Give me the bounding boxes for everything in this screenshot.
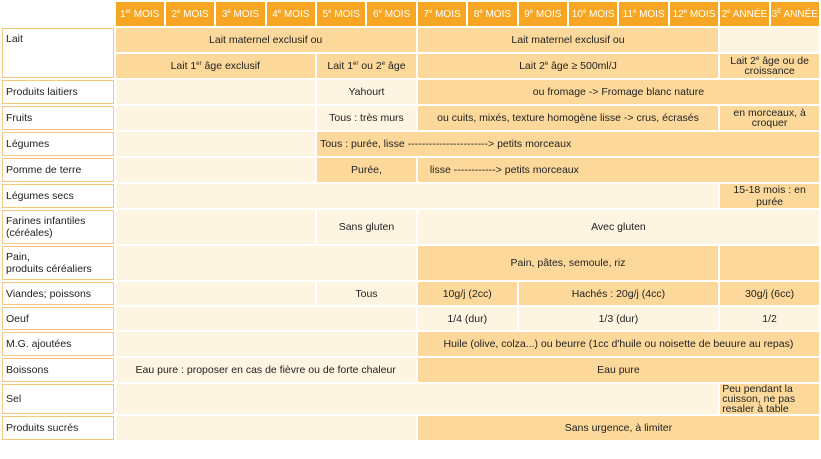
month-header: 6e MOIS	[367, 2, 415, 26]
cell: Huile (olive, colza...) ou beurre (1cc d'huile ou noisette de beuure au repas)	[418, 332, 819, 356]
cell: Eau pure : proposer en cas de fièvre ou de forte chaleur	[116, 358, 416, 382]
cell: Avec gluten	[418, 210, 819, 244]
cell-empty	[116, 246, 416, 280]
year-header: 2e ANNÉE	[720, 2, 768, 26]
cell-empty	[116, 332, 416, 356]
cell: Lait maternel exclusif ou	[418, 28, 718, 52]
header-row	[2, 2, 819, 26]
month-header: 4e MOIS	[267, 2, 315, 26]
table-row-boissons	[2, 358, 819, 382]
cell: 1/3 (dur)	[519, 307, 719, 330]
cell: Sans urgence, à limiter	[418, 416, 819, 440]
month-header: 11e MOIS	[619, 2, 667, 26]
cell-empty	[116, 80, 316, 104]
table-row-viandes	[2, 282, 819, 305]
cell: Tous	[317, 282, 416, 305]
month-header: 2e MOIS	[166, 2, 214, 26]
table-row-pain	[2, 246, 819, 280]
cell: Peu pendant la cuisson, ne pas resaler à table	[720, 384, 819, 414]
cell: lisse ------------> petits morceaux	[418, 158, 819, 182]
cell-empty	[116, 307, 416, 330]
cell: Eau pure	[418, 358, 819, 382]
cell: Tous : purée, lisse -----------------------> petits morceaux	[317, 132, 819, 156]
cell: ou cuits, mixés, texture homogène lisse -> crus, écrasés	[418, 106, 718, 130]
cell-empty	[116, 210, 316, 244]
table-row-oeuf	[2, 307, 819, 330]
cell: Tous : très murs	[317, 106, 416, 130]
table-row-sucres	[2, 416, 819, 440]
cell: ou fromage -> Fromage blanc nature	[418, 80, 819, 104]
table-row-lait	[2, 28, 819, 52]
row-label: Légumes	[2, 132, 114, 156]
table-row-legumes-secs	[2, 184, 819, 208]
cell-empty	[116, 158, 316, 182]
row-label: Fruits	[2, 106, 114, 130]
table-row-farines	[2, 210, 819, 244]
cell-empty	[116, 106, 316, 130]
month-header: 1er MOIS	[116, 2, 164, 26]
cell: en morceaux, à croquer	[720, 106, 819, 130]
cell-empty	[116, 282, 316, 305]
table-row-fruits	[2, 106, 819, 130]
row-label: Farines infantiles (céréales)	[2, 210, 114, 244]
cell: Lait maternel exclusif ou	[116, 28, 416, 52]
month-header: 9e MOIS	[519, 2, 567, 26]
row-label: Légumes secs	[2, 184, 114, 208]
row-label: Pomme de terre	[2, 158, 114, 182]
cell: Purée,	[317, 158, 416, 182]
month-header: 5e MOIS	[317, 2, 365, 26]
row-label: Produits sucrés	[2, 416, 114, 440]
row-label: Pain, produits céréaliers	[2, 246, 114, 280]
cell-empty	[720, 28, 819, 52]
cell-empty	[116, 184, 719, 208]
cell: Lait 1er âge exclusif	[116, 54, 316, 78]
row-label: Sel	[2, 384, 114, 414]
table-row-legumes	[2, 132, 819, 156]
table-row-lait-age	[2, 54, 819, 78]
header-corner	[2, 2, 114, 26]
cell: Lait 1er ou 2e âge	[317, 54, 416, 78]
table-row-mg	[2, 332, 819, 356]
month-header: 12e MOIS	[670, 2, 718, 26]
row-label: Oeuf	[2, 307, 114, 330]
cell: Lait 2e âge ou de croissance	[720, 54, 819, 78]
month-header: 3e MOIS	[216, 2, 264, 26]
row-label: M.G. ajoutées	[2, 332, 114, 356]
cell: 30g/j (6cc)	[720, 282, 819, 305]
cell: 1/4 (dur)	[418, 307, 517, 330]
row-label: Boissons	[2, 358, 114, 382]
cell: 10g/j (2cc)	[418, 282, 517, 305]
month-header: 7e MOIS	[418, 2, 466, 26]
cell-empty	[116, 384, 719, 414]
table-row-produits-laitiers	[2, 80, 819, 104]
row-label: Lait	[2, 28, 114, 78]
cell: 1/2	[720, 307, 819, 330]
cell-empty	[720, 246, 819, 280]
row-label: Produits laitiers	[2, 80, 114, 104]
cell: Sans gluten	[317, 210, 416, 244]
year-header: $3^E$ ANNÉE	[771, 2, 819, 26]
month-header: 8e MOIS	[468, 2, 516, 26]
row-label: Viandes; poissons	[2, 282, 114, 305]
month-header: 10e MOIS	[569, 2, 617, 26]
cell: Yahourt	[317, 80, 416, 104]
cell: Lait 2e âge ≥ 500ml/J	[418, 54, 718, 78]
table-row-sel	[2, 384, 819, 414]
cell-empty	[116, 132, 316, 156]
cell-empty	[116, 416, 416, 440]
cell: 15-18 mois : en purée	[720, 184, 819, 208]
cell: Hachés : 20g/j (4cc)	[519, 282, 719, 305]
cell: Pain, pâtes, semoule, riz	[418, 246, 718, 280]
table-row-pomme-de-terre	[2, 158, 819, 182]
